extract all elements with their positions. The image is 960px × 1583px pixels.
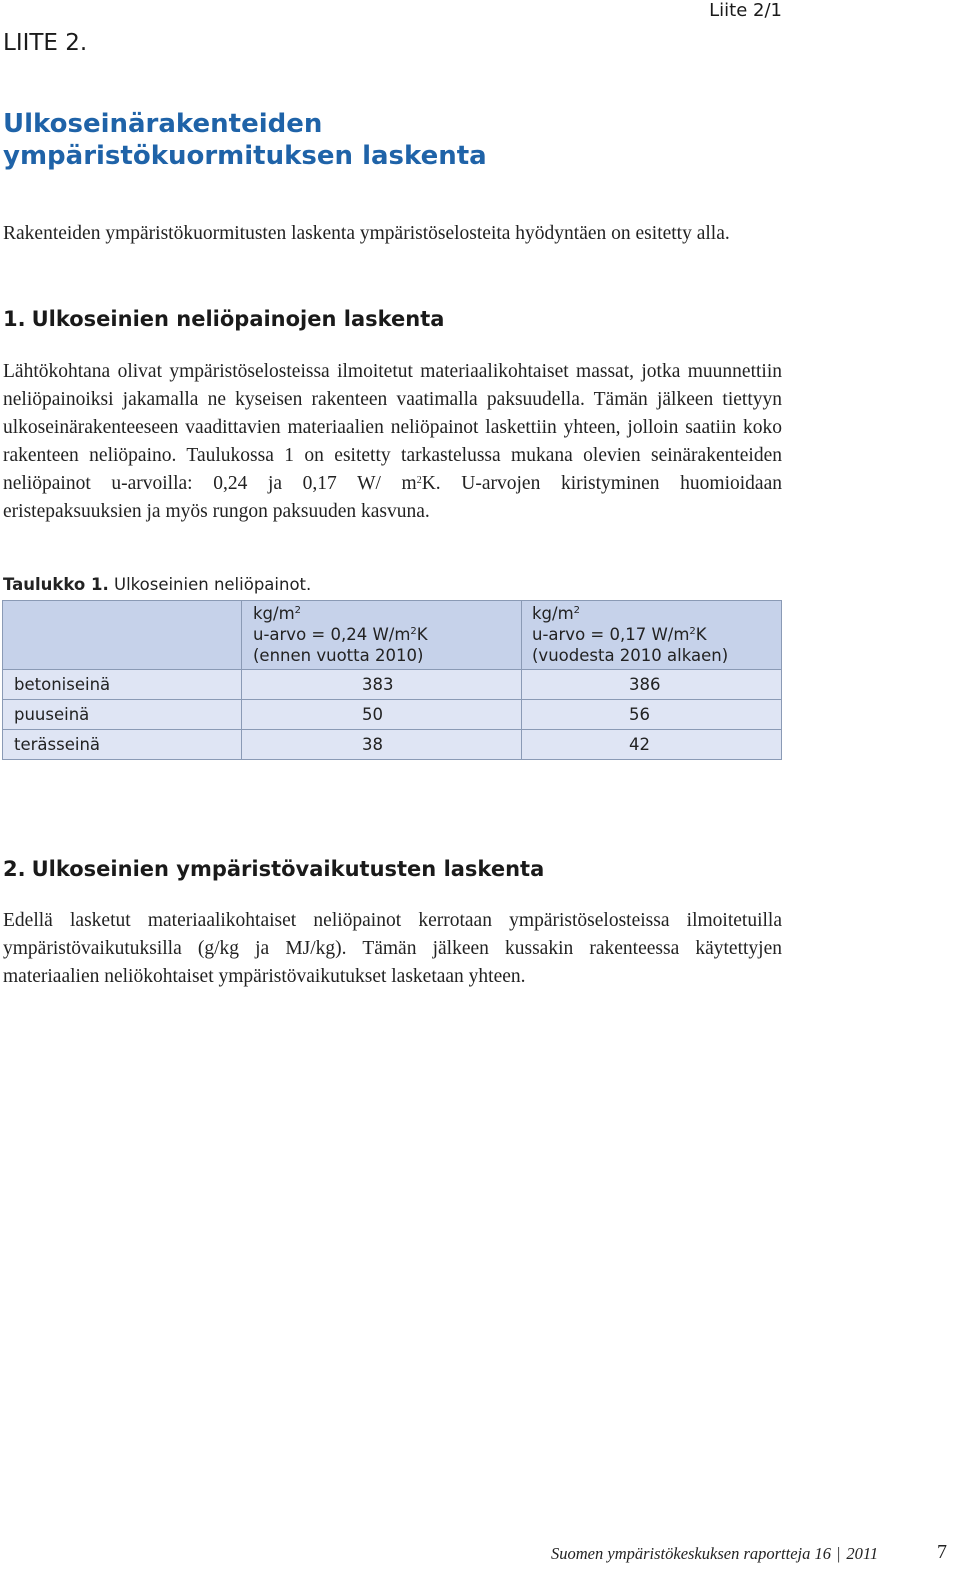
col-1-uvalue xyxy=(253,624,521,645)
col-2-uvalue-text: u-arvo = 0,17 W/m xyxy=(532,625,690,644)
table-header-empty xyxy=(3,601,242,670)
page-title-line-2: ympäristökuormituksen laskenta xyxy=(3,141,487,171)
page-number: 7 xyxy=(937,1541,947,1563)
footer-series xyxy=(551,1544,878,1564)
appendix-label: LIITE 2. xyxy=(3,30,88,56)
section-1-superscript: 2 xyxy=(416,475,422,486)
col-2-period: (vuodesta 2010 alkaen) xyxy=(532,646,729,665)
table-caption-label: Taulukko 1. xyxy=(3,575,109,594)
row-value-col-2: 56 xyxy=(522,700,782,730)
col-2-unit xyxy=(532,603,781,624)
col-2-uvalue-sup: 2 xyxy=(689,626,696,637)
table-header-row xyxy=(3,601,782,670)
col-1-uvalue-text: u-arvo = 0,24 W/m xyxy=(253,625,411,644)
table-caption-text: Ulkoseinien neliöpainot. xyxy=(114,575,312,594)
section-1-paragraph-part-2: K. U-arvojen kiristyminen huomioidaan eristepaksuuksien ja myös rungon paksuuden kasvuna. xyxy=(3,473,782,522)
row-label: terässeinä xyxy=(3,730,242,760)
section-2-number: 2. xyxy=(3,857,26,881)
table-row xyxy=(3,700,782,730)
col-1-unit xyxy=(253,603,521,624)
wall-weights-table xyxy=(2,600,782,760)
row-value-col-1: 38 xyxy=(242,730,522,760)
table-row xyxy=(3,670,782,700)
col-1-period: (ennen vuotta 2010) xyxy=(253,646,424,665)
table-header-col-2 xyxy=(522,601,782,670)
footer-year: 2011 xyxy=(846,1544,879,1563)
row-label: betoniseinä xyxy=(3,670,242,700)
col-2-unit-text: kg/m xyxy=(532,604,574,623)
section-2-title: Ulkoseinien ympäristövaikutusten laskenta xyxy=(31,857,545,881)
section-1-title: Ulkoseinien neliöpainojen laskenta xyxy=(31,307,445,331)
row-label: puuseinä xyxy=(3,700,242,730)
col-1-unit-sup: 2 xyxy=(294,605,302,616)
section-1-number: 1. xyxy=(3,307,26,331)
table-caption xyxy=(3,575,311,594)
row-value-col-2: 42 xyxy=(522,730,782,760)
page-title xyxy=(3,108,763,172)
row-value-col-1: 383 xyxy=(242,670,522,700)
footer-separator: | xyxy=(837,1544,841,1563)
col-2-unit-sup: 2 xyxy=(573,605,581,616)
section-1-heading xyxy=(3,307,444,331)
row-value-col-2: 386 xyxy=(522,670,782,700)
section-1-paragraph-part-1: Lähtökohtana olivat ympäristöselosteissa ilmoitetut materiaalikohtaiset massat, jotka muunnettiin neliöpainoiksi jakamalla ne kyseisen rakenteen vaatimalla paksuudella. Tämän jälkeen tiettyyn ulkoseinärakenteeseen vaadittavien materiaalien neliöpainot laskettiin yhteen, jolloin saatiin koko rakenteen neliöpaino. Taulukossa 1 on esitetty tarkastelussa mukana olevien seinärakenteiden neliöpainot u-arvoilla: 0,24 ja 0,17 W/ m xyxy=(3,361,782,494)
col-1-unit-text: kg/m xyxy=(253,604,295,623)
col-1-uvalue-sup: 2 xyxy=(410,626,417,637)
section-1-paragraph xyxy=(3,358,782,526)
intro-paragraph: Rakenteiden ympäristökuormitusten laskenta ympäristöselosteita hyödyntäen on esitetty alla. xyxy=(3,223,730,244)
col-1-uvalue-suffix: K xyxy=(416,625,428,644)
col-2-uvalue-suffix: K xyxy=(695,625,707,644)
page-title-line-1: Ulkoseinärakenteiden xyxy=(3,109,323,139)
col-2-uvalue xyxy=(532,624,781,645)
section-2-paragraph: Edellä lasketut materiaalikohtaiset neliöpainot kerrotaan ympäristöselosteissa ilmoitetuilla ympäristövaikutuksilla (g/kg ja MJ/kg). Tämän jälkeen kussakin rakenteessa käytettyjen materiaalien neliökohtaiset ympäristövaikutukset lasketaan yhteen. xyxy=(3,910,782,987)
table-header-col-1 xyxy=(242,601,522,670)
footer-series-name: Suomen ympäristökeskuksen raportteja 16 xyxy=(551,1544,831,1563)
appendix-page-ref: Liite 2/1 xyxy=(709,0,782,21)
section-2-heading xyxy=(3,857,544,881)
row-value-col-1: 50 xyxy=(242,700,522,730)
table-row xyxy=(3,730,782,760)
